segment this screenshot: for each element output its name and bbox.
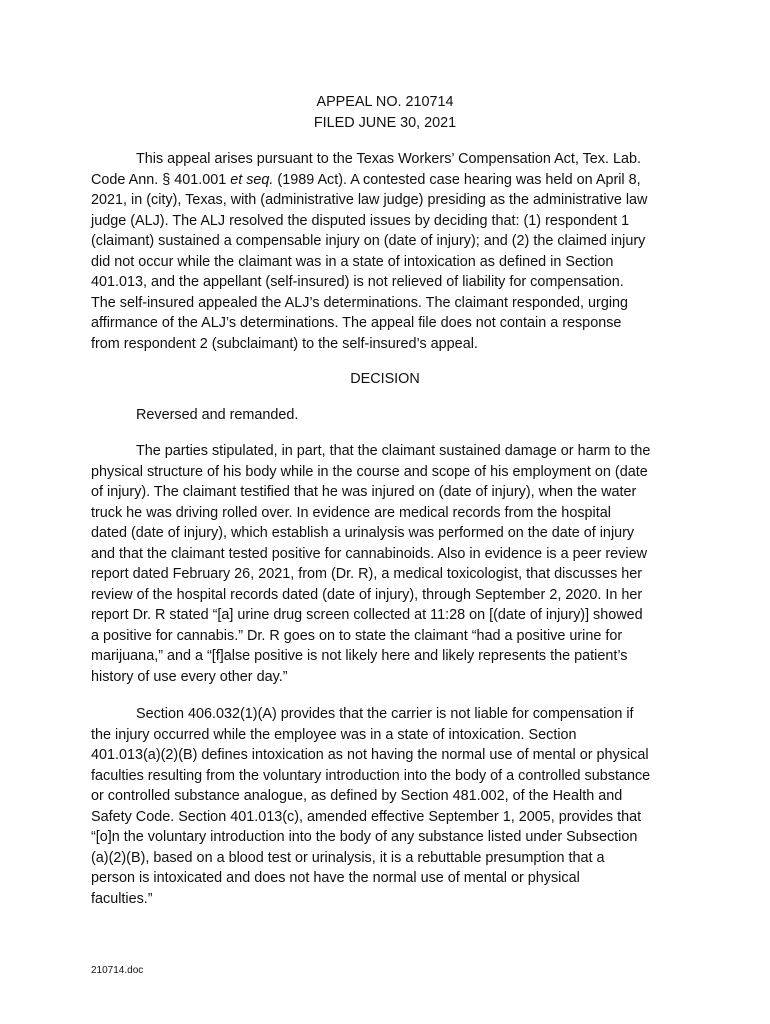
paragraph-line: from respondent 2 (subclaimant) to the self-insured’s appeal. (91, 335, 478, 352)
paragraph-line: The parties stipulated, in part, that the claimant sustained damage or harm to the (136, 443, 651, 459)
paragraph-line: faculties.” (91, 890, 153, 907)
text-run: (1989 Act). A contested case hearing was held on April 8, (273, 171, 641, 188)
paragraph-line: dated (date of injury), which establish a urinalysis was performed on the date of injury (91, 525, 635, 541)
facts-paragraph (91, 441, 679, 687)
paragraph-line: truck he was driving rolled over. In evidence are medical records from the hospital (91, 504, 611, 521)
decision-heading: DECISION (350, 371, 420, 387)
text-run: Code Ann. § 401.001 (91, 171, 231, 188)
paragraph-line: person is intoxicated and does not have the normal use of mental or physical (91, 870, 580, 886)
paragraph-line: “[o]n the voluntary introduction into the body of any substance listed under Subsection (91, 829, 638, 845)
paragraph-line (91, 170, 679, 191)
paragraph-line: report Dr. R stated “[a] urine drug screen collected at 11:28 on [(date of injury)] showed (91, 607, 643, 623)
paragraph-line: 401.013, and the appellant (self-insured) is not relieved of liability for compensation. (91, 274, 624, 290)
appeal-number: APPEAL NO. 210714 (316, 94, 454, 110)
paragraph-line: the injury occurred while the employee was in a state of intoxication. Section (91, 726, 577, 743)
disposition: Reversed and remanded. (136, 407, 299, 423)
paragraph-line: (claimant) sustained a compensable injury on (date of injury); and (2) the claimed injury (91, 233, 646, 249)
footer-filename: 210714.doc (91, 965, 144, 976)
paragraph-line: affirmance of the ALJ’s determinations. The appeal file does not contain a response (91, 315, 622, 331)
paragraph-line: The self-insured appealed the ALJ’s determinations. The claimant responded, urging (91, 294, 629, 311)
paragraph-line: faculties resulting from the voluntary introduction into the body of a controlled substance (91, 767, 651, 784)
paragraph-line: judge (ALJ). The ALJ resolved the disputed issues by deciding that: (1) respondent 1 (91, 212, 630, 229)
filed-date: FILED JUNE 30, 2021 (313, 114, 457, 131)
paragraph-line: (a)(2)(B), based on a blood test or urinalysis, it is a rebuttable presumption that a (91, 849, 605, 866)
paragraph-line: review of the hospital records dated (date of injury), through September 2, 2020. In her (91, 586, 643, 603)
paragraph-line: of injury). The claimant testified that he was injured on (date of injury), when the water (91, 484, 637, 500)
paragraph-line: 2021, in (city), Texas, with (administrative law judge) presiding as the administrative law (91, 192, 648, 208)
paragraph-line: marijuana,” and a “[f]alse positive is not likely here and likely represents the patient’s (91, 648, 628, 664)
paragraph-line: This appeal arises pursuant to the Texas Workers’ Compensation Act, Tex. Lab. (136, 151, 642, 167)
intro-paragraph (91, 149, 679, 354)
document-header (0, 92, 770, 133)
paragraph-line: or controlled substance analogue, as defined by Section 481.002, of the Health and (91, 788, 623, 804)
paragraph-line: report dated February 26, 2021, from (Dr. R), a medical toxicologist, that discusses her (91, 566, 643, 582)
paragraph-line: Safety Code. Section 401.013(c), amended effective September 1, 2005, provides that (91, 808, 642, 825)
paragraph-line: a positive for cannabis.” Dr. R goes on to state the claimant “had a positive urine for (91, 627, 623, 644)
italic-citation: et seq. (230, 171, 274, 188)
paragraph-line: did not occur while the claimant was in a state of intoxication as defined in Section (91, 253, 614, 270)
paragraph-line: Section 406.032(1)(A) provides that the carrier is not liable for compensation if (136, 706, 634, 722)
paragraph-line: 401.013(a)(2)(B) defines intoxication as not having the normal use of mental or physical (91, 747, 649, 763)
law-paragraph (91, 704, 679, 909)
paragraph-line: physical structure of his body while in the course and scope of his employment on (date (91, 463, 648, 480)
paragraph-line: and that the claimant tested positive for cannabinoids. Also in evidence is a peer review (91, 545, 647, 562)
paragraph-line: history of use every other day.” (91, 668, 288, 685)
